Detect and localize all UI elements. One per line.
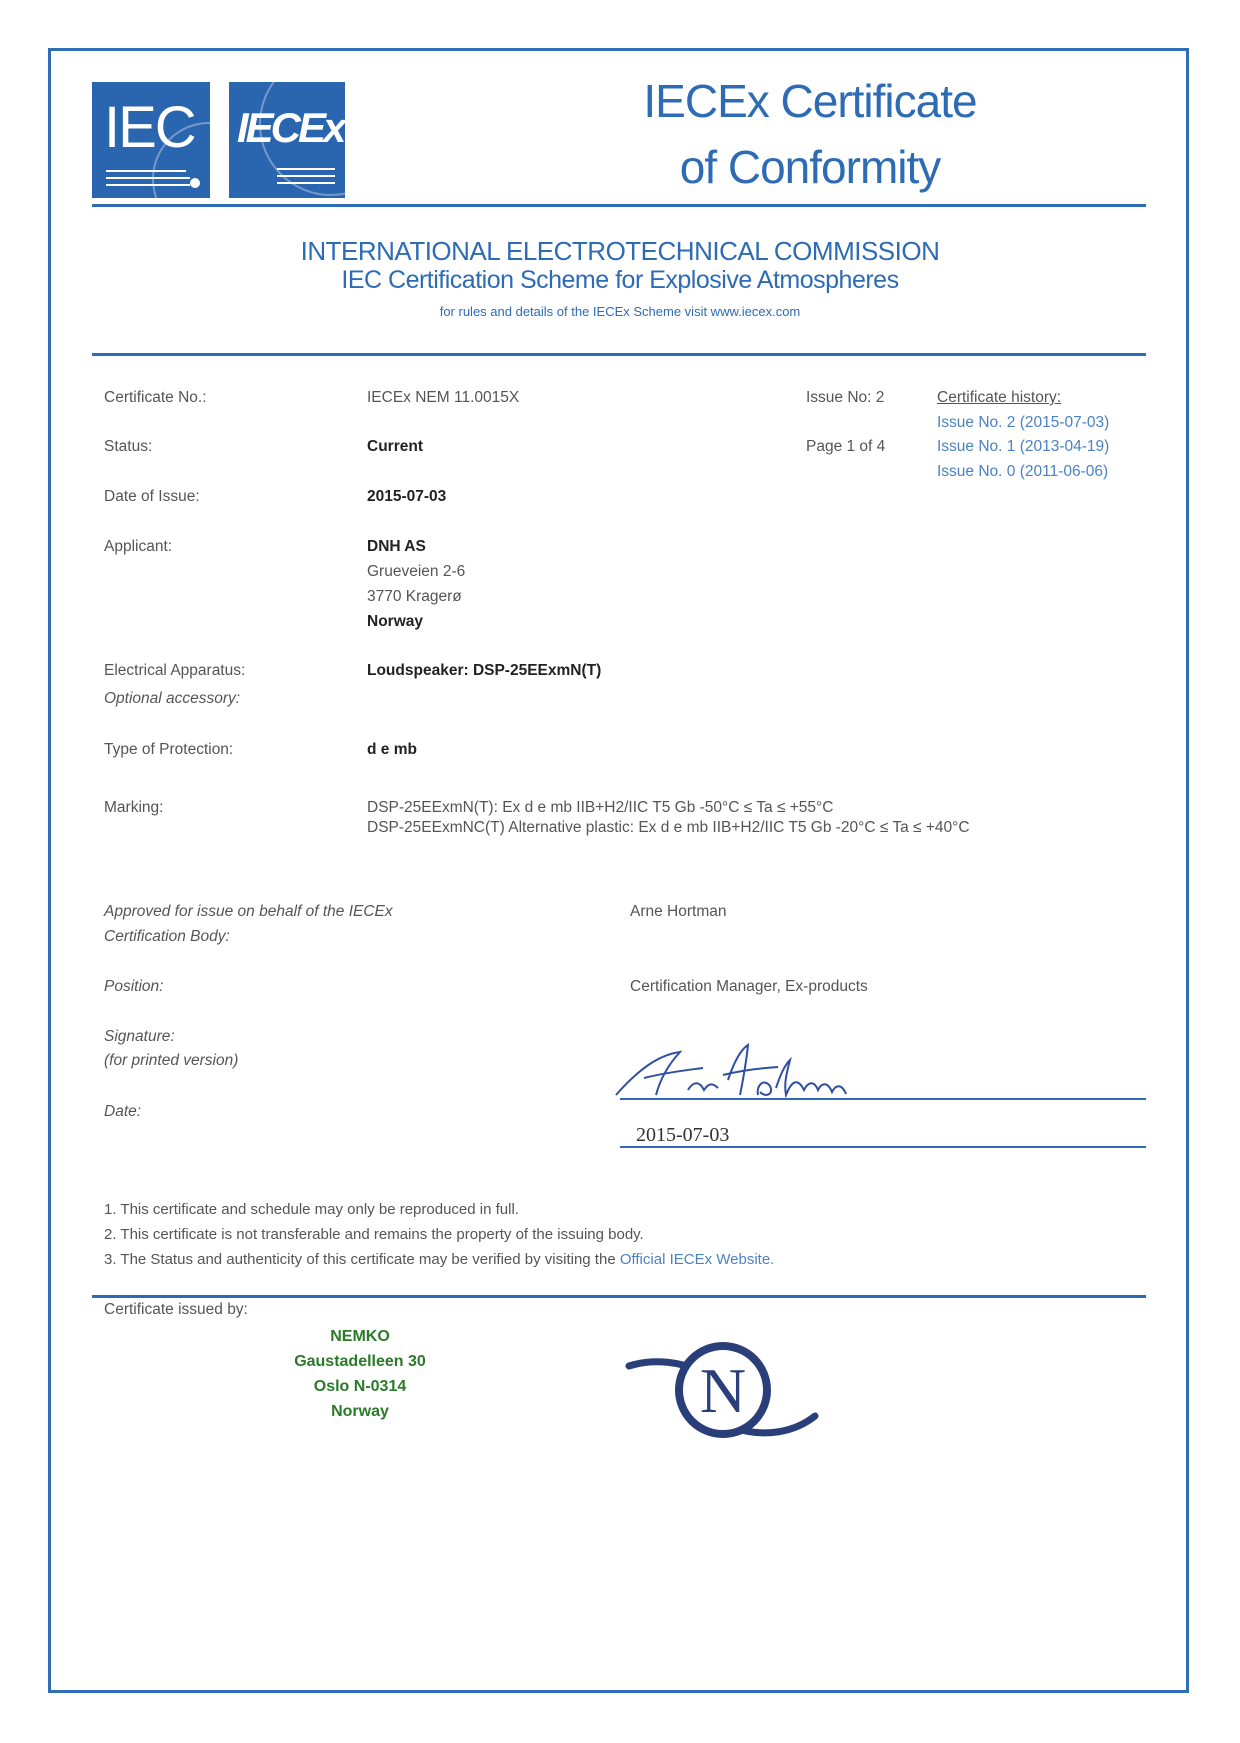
signature-rule xyxy=(620,1098,1146,1100)
header-rule xyxy=(92,204,1146,207)
note-1: 1. This certificate and schedule may only be reproduced in full. xyxy=(104,1201,519,1218)
date-of-issue-value: 2015-07-03 xyxy=(367,488,447,505)
section-rule xyxy=(92,353,1146,356)
iecex-logo: IECEx xyxy=(229,82,345,198)
apparatus-value: Loudspeaker: DSP-25EExmN(T) xyxy=(367,662,602,679)
status-value: Current xyxy=(367,438,423,455)
note-3-text: 3. The Status and authenticity of this certificate may be verified by visiting the xyxy=(104,1251,620,1268)
issuer-country: Norway xyxy=(331,1403,389,1420)
date-label: Date: xyxy=(104,1103,142,1120)
history-item[interactable]: Issue No. 1 (2013-04-19) xyxy=(937,438,1110,455)
history-item[interactable]: Issue No. 0 (2011-06-06) xyxy=(937,463,1109,480)
signature-note: (for printed version) xyxy=(104,1052,239,1069)
marking-line-1: DSP-25EExmN(T): Ex d e mb IIB+H2/IIC T5 Gb -50°C ≤ Ta ≤ +55°C xyxy=(367,799,834,816)
page-indicator: Page 1 of 4 xyxy=(806,438,886,455)
scheme-name: IEC Certification Scheme for Explosive Atmospheres xyxy=(341,266,899,294)
signature-image xyxy=(608,1040,908,1100)
position-value: Certification Manager, Ex-products xyxy=(630,978,868,995)
issuer-street: Gaustadelleen 30 xyxy=(294,1353,426,1370)
approved-label-2: Certification Body: xyxy=(104,928,230,945)
note-2: 2. This certificate is not transferable and remains the property of the issuing body. xyxy=(104,1226,644,1243)
certificate-title-line2: of Conformity xyxy=(679,141,941,193)
issuer-city: Oslo N-0314 xyxy=(313,1378,407,1395)
svg-text:N: N xyxy=(699,1355,747,1426)
applicant-country: Norway xyxy=(367,613,423,630)
date-rule xyxy=(620,1146,1146,1148)
protection-label: Type of Protection: xyxy=(104,741,234,758)
certificate-title-line1: IECEx Certificate xyxy=(643,75,977,127)
applicant-name: DNH AS xyxy=(367,538,426,555)
issued-by-label: Certificate issued by: xyxy=(104,1301,248,1318)
applicant-city: 3770 Kragerø xyxy=(367,588,462,605)
applicant-label: Applicant: xyxy=(104,538,173,555)
history-item[interactable]: Issue No. 2 (2015-07-03) xyxy=(937,414,1110,431)
approval-date: 2015-07-03 xyxy=(636,1124,730,1146)
applicant-street: Grueveien 2-6 xyxy=(367,563,466,580)
optional-accessory-label: Optional accessory: xyxy=(104,690,241,707)
status-label: Status: xyxy=(104,438,153,455)
nemko-logo xyxy=(625,1328,825,1458)
iecex-website-link[interactable]: Official IECEx Website. xyxy=(619,1251,775,1268)
apparatus-label: Electrical Apparatus: xyxy=(104,662,246,679)
protection-value: d e mb xyxy=(367,741,417,758)
date-of-issue-label: Date of Issue: xyxy=(104,488,200,505)
footer-rule xyxy=(92,1295,1146,1298)
note-3 xyxy=(104,1251,774,1268)
rules-note: for rules and details of the IECEx Scheme visit www.iecex.com xyxy=(439,304,801,319)
certificate-history-label: Certificate history: xyxy=(937,389,1062,406)
certificate-no-value: IECEx NEM 11.0015X xyxy=(367,389,520,406)
issue-no: Issue No: 2 xyxy=(806,389,885,406)
approver-name: Arne Hortman xyxy=(630,903,727,920)
approved-label-1: Approved for issue on behalf of the IECEx xyxy=(104,903,393,920)
certificate-no-label: Certificate No.: xyxy=(104,389,207,406)
org-name: INTERNATIONAL ELECTROTECHNICAL COMMISSION xyxy=(300,236,940,266)
position-label: Position: xyxy=(104,978,164,995)
marking-line-2: DSP-25EExmNC(T) Alternative plastic: Ex d e mb IIB+H2/IIC T5 Gb -20°C ≤ Ta ≤ +40°C xyxy=(367,819,970,836)
marking-label: Marking: xyxy=(104,799,164,816)
iec-logo: IEC xyxy=(92,82,210,198)
signature-label: Signature: xyxy=(104,1028,175,1045)
issuer-name: NEMKO xyxy=(330,1328,390,1345)
